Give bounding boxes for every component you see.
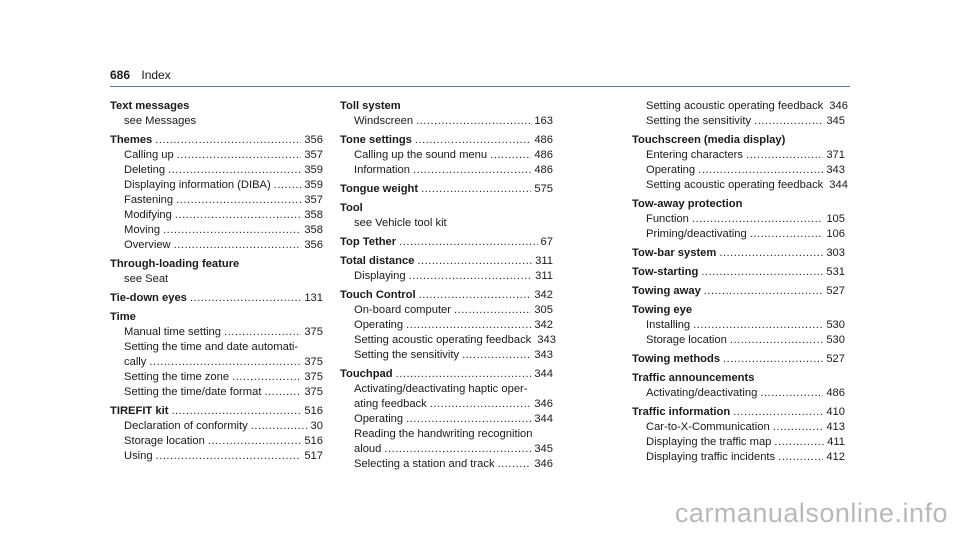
index-column-3 bbox=[632, 99, 848, 465]
index-subentry: Displaying ..... 311 bbox=[340, 269, 553, 284]
index-subentry: Entering characters ..... 371 bbox=[632, 148, 845, 163]
index-subentry: Modifying ..... 358 bbox=[110, 208, 323, 223]
index-heading: Text messages bbox=[110, 100, 190, 112]
index-heading: Top Tether ..... 67 bbox=[340, 235, 553, 250]
index-subentry: Reading the handwriting recognition bbox=[354, 428, 533, 440]
index-subentry: Calling up the sound menu ..... 486 bbox=[340, 148, 553, 163]
section-title: Index bbox=[141, 68, 171, 82]
index-heading: Towing methods ..... 527 bbox=[632, 352, 845, 367]
index-subentry: Windscreen ..... 163 bbox=[340, 114, 553, 129]
index-subentry: Fastening ..... 357 bbox=[110, 193, 323, 208]
index-subentry: Setting the sensitivity ..... 343 bbox=[340, 348, 553, 363]
index-column-2 bbox=[340, 99, 556, 472]
index-heading: TIREFIT kit ..... 516 bbox=[110, 404, 323, 419]
index-heading: Themes ..... 356 bbox=[110, 133, 323, 148]
index-subentry: Setting acoustic operating feedback 343 bbox=[354, 334, 556, 346]
index-heading: Tone settings ..... 486 bbox=[340, 133, 553, 148]
index-subentry: On-board computer ..... 305 bbox=[340, 303, 553, 318]
index-subentry: Displaying information (DIBA) ..... 359 bbox=[110, 178, 323, 193]
index-heading: Tow-away protection bbox=[632, 198, 743, 210]
index-subentry: Storage location ..... 530 bbox=[632, 333, 845, 348]
index-column-1 bbox=[110, 99, 323, 464]
index-heading: Touchpad ..... 344 bbox=[340, 367, 553, 382]
see-reference: see Vehicle tool kit bbox=[354, 217, 447, 229]
index-heading: Tie-down eyes ..... 131 bbox=[110, 291, 323, 306]
index-subentry: ating feedback ..... 346 bbox=[340, 397, 553, 412]
index-heading: Touchscreen (media display) bbox=[632, 134, 786, 146]
page-header bbox=[110, 67, 850, 83]
index-heading: Tool bbox=[340, 202, 363, 214]
index-heading: Touch Control ..... 342 bbox=[340, 288, 553, 303]
see-reference: see Seat bbox=[124, 273, 169, 285]
index-subentry: aloud ..... 345 bbox=[340, 442, 553, 457]
index-subentry: Installing ..... 530 bbox=[632, 318, 845, 333]
index-subentry: Declaration of conformity ..... 30 bbox=[110, 419, 323, 434]
index-heading: Towing eye bbox=[632, 304, 693, 316]
index-subentry: Activating/deactivating ..... 486 bbox=[632, 386, 845, 401]
index-subentry: Operating ..... 342 bbox=[340, 318, 553, 333]
index-heading: Through-loading feature bbox=[110, 258, 240, 270]
index-subentry: Setting the time/date format ..... 375 bbox=[110, 385, 323, 400]
index-heading: Time bbox=[110, 311, 136, 323]
index-subentry: Setting the time zone ..... 375 bbox=[110, 370, 323, 385]
index-subentry: Activating/deactivating haptic oper- bbox=[354, 383, 528, 395]
index-heading: Tow-starting ..... 531 bbox=[632, 265, 845, 280]
index-subentry: Operating ..... 344 bbox=[340, 412, 553, 427]
index-subentry: Information ..... 486 bbox=[340, 163, 553, 178]
index-heading: Toll system bbox=[340, 100, 401, 112]
watermark: carmanualsonline.info bbox=[674, 498, 948, 528]
index-subentry: Car-to-X-Communication ..... 413 bbox=[632, 420, 845, 435]
index-subentry: Overview ..... 356 bbox=[110, 238, 323, 253]
index-heading: Tow-bar system ..... 303 bbox=[632, 246, 845, 261]
index-subentry: Using ..... 517 bbox=[110, 449, 323, 464]
index-subentry: Operating ..... 343 bbox=[632, 163, 845, 178]
page-number: 686 bbox=[110, 68, 131, 82]
header-divider bbox=[110, 86, 850, 87]
index-subentry: Setting acoustic operating feedback 346 bbox=[646, 100, 848, 112]
index-heading: Towing away ..... 527 bbox=[632, 284, 845, 299]
index-heading: Tongue weight ..... 575 bbox=[340, 182, 553, 197]
index-subentry: Setting the time and date automati- bbox=[124, 341, 299, 353]
index-subentry: cally ..... 375 bbox=[110, 355, 323, 370]
index-subentry: Moving ..... 358 bbox=[110, 223, 323, 238]
index-heading: Total distance ..... 311 bbox=[340, 254, 553, 269]
index-subentry: Manual time setting ..... 375 bbox=[110, 325, 323, 340]
index-subentry: Selecting a station and track ..... 346 bbox=[340, 457, 553, 472]
index-subentry: Priming/deactivating ..... 106 bbox=[632, 227, 845, 242]
index-subentry: Displaying traffic incidents ..... 412 bbox=[632, 450, 845, 465]
see-reference: see Messages bbox=[124, 115, 197, 127]
index-subentry: Setting acoustic operating feedback 344 bbox=[646, 179, 848, 191]
index-subentry: Displaying the traffic map ..... 411 bbox=[632, 435, 845, 450]
index-subentry: Setting the sensitivity ..... 345 bbox=[632, 114, 845, 129]
index-subentry: Function ..... 105 bbox=[632, 212, 845, 227]
index-subentry: Deleting ..... 359 bbox=[110, 163, 323, 178]
index-heading: Traffic information ..... 410 bbox=[632, 405, 845, 420]
index-subentry: Calling up ..... 357 bbox=[110, 148, 323, 163]
index-heading: Traffic announcements bbox=[632, 372, 755, 384]
index-subentry: Storage location ..... 516 bbox=[110, 434, 323, 449]
